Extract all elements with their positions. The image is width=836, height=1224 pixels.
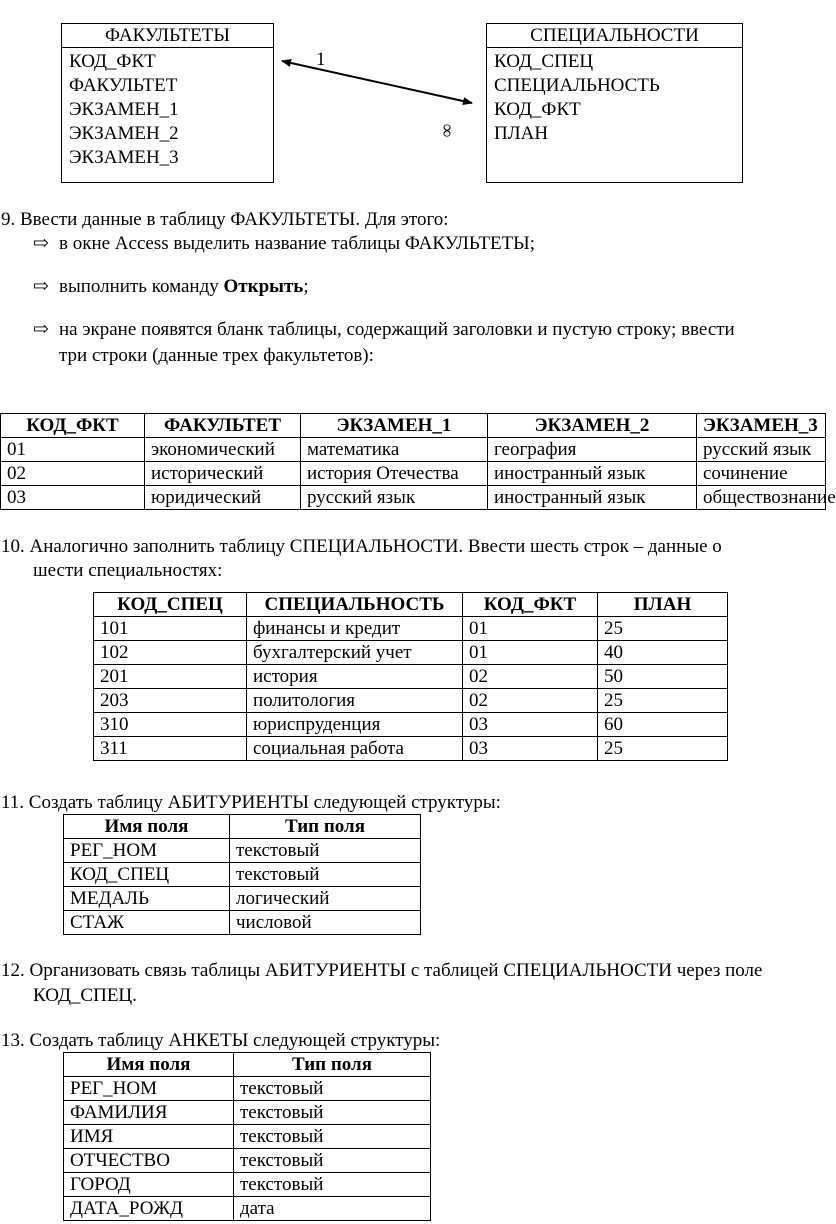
column-header: Имя поля (64, 1053, 234, 1077)
table-row (64, 1101, 431, 1125)
bullet-text: выполнить команду (59, 276, 224, 297)
table-cell: 02 (1, 462, 145, 486)
table-cell: КОД_СПЕЦ (64, 863, 230, 887)
table-cell: 03 (463, 737, 598, 761)
table-cell: 102 (94, 641, 247, 665)
table-cell: логический (230, 887, 421, 911)
table-row (94, 713, 728, 737)
table-cell: история Отечества (301, 462, 488, 486)
table-cell: текстовый (234, 1101, 431, 1125)
table-cell: ДАТА_РОЖД (64, 1197, 234, 1221)
table-row (64, 839, 421, 863)
table-cell: ФАМИЛИЯ (64, 1101, 234, 1125)
table-cell: МЕДАЛЬ (64, 887, 230, 911)
column-header: СПЕЦИАЛЬНОСТЬ (247, 593, 463, 617)
table-cell: математика (301, 438, 488, 462)
table-cell: исторический (145, 462, 301, 486)
table-cell: текстовый (230, 839, 421, 863)
command-name: Открыть (223, 276, 304, 297)
step10-line-2: шести специальностях: (33, 560, 223, 581)
entity-field: КОД_СПЕЦ (494, 51, 594, 72)
table-header-row (1, 414, 826, 438)
table-cell: ОТЧЕСТВО (64, 1149, 234, 1173)
relation-one-label: 1 (316, 49, 326, 70)
table-cell: обществознание (697, 486, 826, 510)
table-row (1, 486, 826, 510)
column-header: ПЛАН (598, 593, 728, 617)
table-cell: 25 (598, 617, 728, 641)
table-cell: иностранный язык (488, 462, 697, 486)
step10-line-1: 10. Аналогично заполнить таблицу СПЕЦИАЛЬНОСТИ. Ввести шесть строк – данные о (1, 536, 722, 557)
entity-title: ФАКУЛЬТЕТЫ (62, 24, 273, 48)
ankety-structure-table (63, 1052, 431, 1221)
arrow-right-icon: ⇨ (33, 319, 49, 340)
table-cell: текстовый (230, 863, 421, 887)
table-header-row (64, 1053, 431, 1077)
table-cell: 01 (463, 641, 598, 665)
specialnosti-data-table (93, 592, 728, 761)
entity-field: ФАКУЛЬТЕТ (69, 75, 178, 96)
table-cell: 201 (94, 665, 247, 689)
table-row (64, 1077, 431, 1101)
table-header-row (94, 593, 728, 617)
column-header: КОД_ФКТ (463, 593, 598, 617)
table-cell: русский язык (697, 438, 826, 462)
table-cell: текстовый (234, 1149, 431, 1173)
entity-field: ЭКЗАМЕН_2 (69, 123, 179, 144)
table-cell: история (247, 665, 463, 689)
column-header: Имя поля (64, 815, 230, 839)
table-cell: 03 (463, 713, 598, 737)
table-cell: 311 (94, 737, 247, 761)
entity-field: СПЕЦИАЛЬНОСТЬ (494, 75, 660, 96)
column-header: ЭКЗАМЕН_2 (488, 414, 697, 438)
table-row (94, 737, 728, 761)
column-header: ЭКЗАМЕН_1 (301, 414, 488, 438)
table-cell: текстовый (234, 1077, 431, 1101)
bullet-text: ; (303, 276, 309, 297)
abiturienty-structure-table (63, 814, 421, 935)
table-row (1, 462, 826, 486)
entity-specialnosti (486, 23, 743, 183)
table-cell: русский язык (301, 486, 488, 510)
entity-field: ЭКЗАМЕН_3 (69, 147, 179, 168)
table-cell: юридический (145, 486, 301, 510)
fakultety-data-table (0, 413, 836, 510)
entity-field: КОД_ФКТ (494, 99, 581, 120)
table-header-row (64, 815, 421, 839)
table-row (64, 1173, 431, 1197)
table-cell: 203 (94, 689, 247, 713)
table-row (94, 617, 728, 641)
step12-line-1: 12. Организовать связь таблицы АБИТУРИЕНТЫ с таблицей СПЕЦИАЛЬНОСТИ через поле (1, 960, 763, 981)
table-cell: политология (247, 689, 463, 713)
column-header: КОД_СПЕЦ (94, 593, 247, 617)
table-cell: ГОРОД (64, 1173, 234, 1197)
table-cell: бухгалтерский учет (247, 641, 463, 665)
table-cell: СТАЖ (64, 911, 230, 935)
table-cell: иностранный язык (488, 486, 697, 510)
table-cell: 02 (463, 665, 598, 689)
relation-arrow (270, 50, 486, 110)
entity-field: ЭКЗАМЕН_1 (69, 99, 179, 120)
table-cell: социальная работа (247, 737, 463, 761)
table-row (1, 438, 826, 462)
table-cell: 101 (94, 617, 247, 641)
table-row (94, 641, 728, 665)
table-row (64, 1149, 431, 1173)
column-header: Тип поля (234, 1053, 431, 1077)
column-header: ФАКУЛЬТЕТ (145, 414, 301, 438)
column-header: ЭКЗАМЕН_3 (697, 414, 826, 438)
table-cell: 310 (94, 713, 247, 737)
step12-line-2: КОД_СПЕЦ. (33, 985, 137, 1006)
table-cell: 03 (1, 486, 145, 510)
table-cell: текстовый (234, 1125, 431, 1149)
column-header: КОД_ФКТ (1, 414, 145, 438)
table-row (64, 1125, 431, 1149)
step9-heading: 9. Ввести данные в таблицу ФАКУЛЬТЕТЫ. Для этого: (1, 209, 449, 230)
table-row (94, 665, 728, 689)
table-row (64, 887, 421, 911)
table-cell: дата (234, 1197, 431, 1221)
entity-fakultety (61, 23, 274, 183)
bullet-text: в окне Access выделить название таблицы ФАКУЛЬТЕТЫ; (59, 233, 536, 254)
column-header: Тип поля (230, 815, 421, 839)
table-row (64, 911, 421, 935)
step9-bullet-2 (33, 277, 309, 296)
table-cell: 25 (598, 689, 728, 713)
table-cell: география (488, 438, 697, 462)
table-row (64, 863, 421, 887)
table-cell: сочинение (697, 462, 826, 486)
table-cell: текстовый (234, 1173, 431, 1197)
table-cell: 02 (463, 689, 598, 713)
table-cell: 60 (598, 713, 728, 737)
table-cell: РЕГ_НОМ (64, 1077, 234, 1101)
table-cell: 50 (598, 665, 728, 689)
table-cell: финансы и кредит (247, 617, 463, 641)
relation-many-label: ∞ (436, 123, 458, 138)
table-row (64, 1197, 431, 1221)
bullet-text: на экране появятся бланк таблицы, содержащий заголовки и пустую строку; ввести (59, 319, 735, 340)
step11-heading: 11. Создать таблицу АБИТУРИЕНТЫ следующей структуры: (1, 792, 501, 813)
step9-bullet-3 (33, 320, 735, 339)
arrow-right-icon: ⇨ (33, 233, 49, 254)
entity-title: СПЕЦИАЛЬНОСТИ (487, 24, 742, 48)
arrow-right-icon: ⇨ (33, 276, 49, 297)
table-cell: числовой (230, 911, 421, 935)
step9-bullet-3-cont: три строки (данные трех факультетов): (59, 345, 374, 366)
table-cell: ИМЯ (64, 1125, 234, 1149)
table-cell: 25 (598, 737, 728, 761)
table-cell: юриспруденция (247, 713, 463, 737)
table-cell: 01 (463, 617, 598, 641)
table-cell: 01 (1, 438, 145, 462)
table-cell: экономический (145, 438, 301, 462)
step13-heading: 13. Создать таблицу АНКЕТЫ следующей структуры: (1, 1030, 441, 1051)
entity-field: КОД_ФКТ (69, 51, 156, 72)
table-cell: 40 (598, 641, 728, 665)
table-row (94, 689, 728, 713)
table-cell: РЕГ_НОМ (64, 839, 230, 863)
entity-field: ПЛАН (494, 123, 549, 144)
step9-bullet-1 (33, 234, 535, 253)
